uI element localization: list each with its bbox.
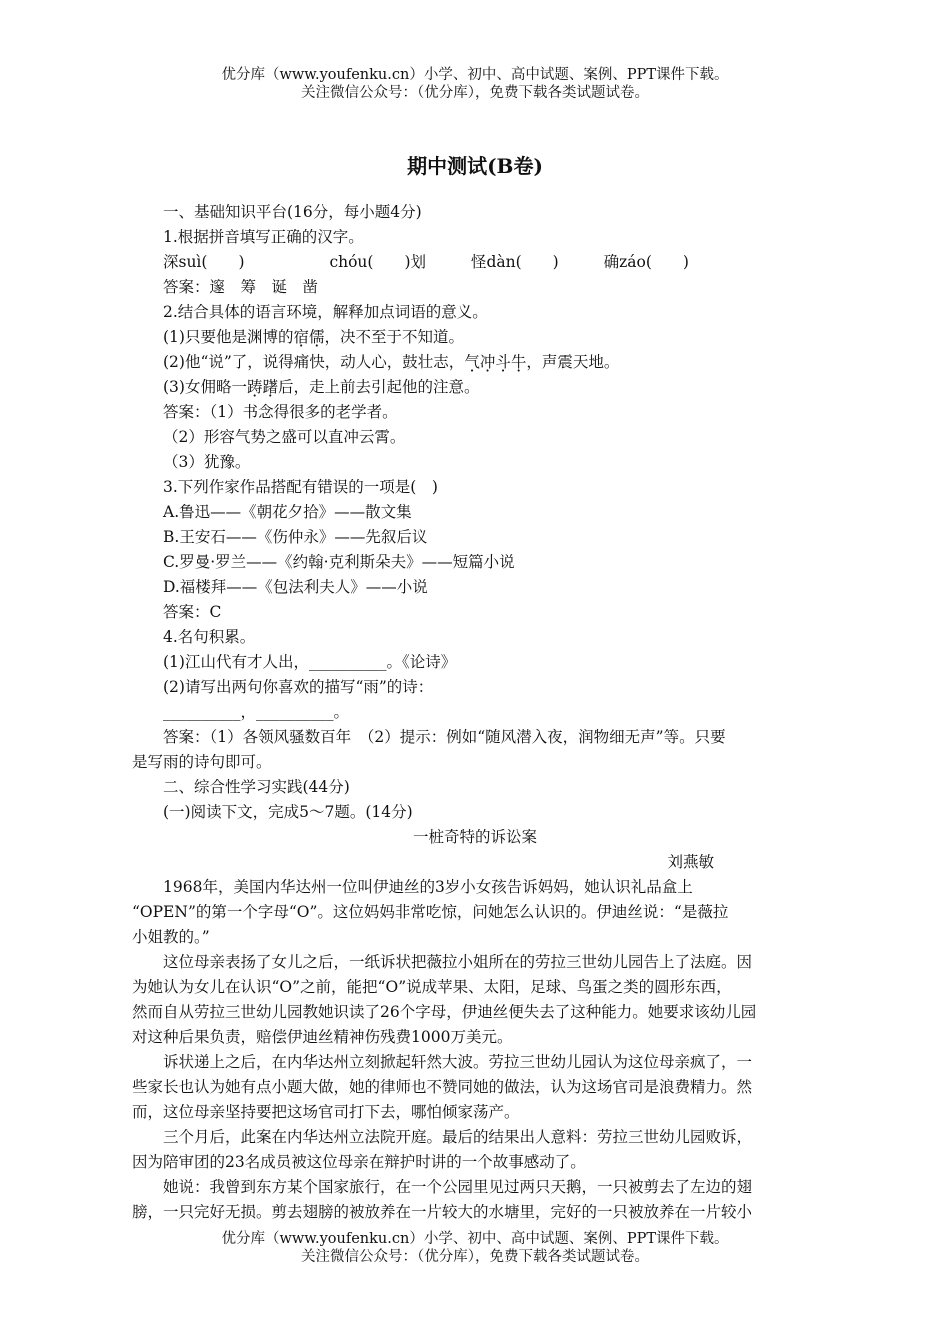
dotted-char: 牛 (510, 353, 527, 371)
article-author: 刘燕敏 (667, 853, 714, 871)
answer: 答案：（1）书念得很多的老学者。 (163, 403, 398, 421)
dotted-char: 宿 (293, 328, 309, 346)
question-stem: 1.根据拼音填写正确的汉字。 (163, 228, 364, 246)
sentence (163, 325, 813, 350)
sentence-text: ，声震天地。 (526, 353, 620, 371)
paragraph-line: 对这种后果负责，赔偿伊迪丝精神伤残费1000万美元。 (132, 1028, 513, 1046)
paragraph-line: 然而自从劳拉三世幼儿园教她识读了26个字母，伊迪丝便失去了这种能力。她要求该幼儿园 (132, 1003, 757, 1021)
paragraph-line: “OPEN”的第一个字母“O”。这位妈妈非常吃惊，问她怎么认识的。伊迪丝说：“是薇拉 (132, 903, 729, 921)
paragraph-line: 1968年，美国内华达州一位叫伊迪丝的3岁小女孩告诉妈妈，她认识礼品盒上 (163, 878, 693, 896)
dotted-char: 躇 (262, 378, 278, 396)
option: A.鲁迅——《朝花夕拾》——散文集 (163, 503, 412, 521)
dotted-char: 冲 (479, 353, 496, 371)
paragraph-line: 这位母亲表扬了女儿之后，一纸诉状把薇拉小姐所在的劳拉三世幼儿园告上了法庭。因 (163, 953, 753, 971)
answer: （3）犹豫。 (163, 453, 251, 471)
footer-line-2: 关注微信公众号：（优分库），免费下载各类试题试卷。 (301, 1249, 649, 1265)
question-stem: 3.下列作家作品搭配有错误的一项是( ) (163, 478, 438, 496)
question-stem: 4.名句积累。 (163, 628, 256, 646)
sentence-text: 后，走上前去引起他的注意。 (278, 378, 480, 396)
page-title: 期中测试(B卷) (407, 154, 543, 178)
page-footer (0, 1230, 950, 1266)
page-header (0, 66, 950, 102)
pinyin-item: 确záo( ) (603, 253, 689, 271)
option: C.罗曼·罗兰——《约翰·克利斯朵夫》——短篇小说 (163, 553, 515, 571)
sentence-text: (2)他“说”了，说得痛快，动人心，鼓壮志， (163, 353, 465, 371)
paragraph-line: 因为陪审团的23名成员被这位母亲在辩护时讲的一个故事感动了。 (132, 1153, 586, 1171)
header-line-2: 关注微信公众号：（优分库），免费下载各类试题试卷。 (301, 85, 649, 101)
dotted-char: 气 (464, 353, 480, 371)
pinyin-item: 深suì( ) (163, 253, 245, 271)
answer: 答案：邃 筹 诞 凿 (163, 278, 319, 296)
pinyin-items (163, 250, 813, 275)
sentence-text: (1)只要他是渊博的 (163, 328, 294, 346)
answer: 答案：C (163, 603, 222, 621)
option: D.福楼拜——《包法利夫人》——小说 (163, 578, 428, 596)
article-title: 一桩奇特的诉讼案 (412, 828, 537, 846)
paragraph-line: 她说：我曾到东方某个国家旅行，在一个公园里见过两只天鹅，一只被剪去了左边的翅 (163, 1178, 753, 1196)
dotted-char: 踌 (246, 378, 263, 396)
paragraph-line: 诉状递上之后，在内华达州立刻掀起轩然大波。劳拉三世幼儿园认为这位母亲疯了，一 (163, 1053, 753, 1071)
answer: （2）形容气势之盛可以直冲云霄。 (163, 428, 406, 446)
pinyin-item: chóu( )划 (329, 253, 427, 271)
section-heading: 二、综合性学习实践(44分) (163, 778, 350, 796)
paragraph-line: 为她认为女儿在认识“O”之前，能把“O”说成苹果、太阳，足球、鸟蛋之类的圆形东西， (132, 978, 732, 996)
paragraph-line: 而，这位母亲坚持要把这场官司打下去，哪怕倾家荡产。 (132, 1103, 520, 1121)
pinyin-item: 怪dàn( ) (470, 253, 559, 271)
sentence: (1)江山代有才人出，__________。《论诗》 (163, 653, 457, 671)
sentence-text: ，决不至于不知道。 (324, 328, 465, 346)
answer: 答案：（1）各领风骚数百年 （2）提示：例如“随风潜入夜，润物细无声”等。只要 (163, 728, 726, 746)
section-heading: 一、基础知识平台(16分，每小题4分) (163, 203, 422, 221)
question-stem: 2.结合具体的语言环境，解释加点词语的意义。 (163, 303, 488, 321)
dotted-char: 儒 (308, 328, 325, 346)
document-body (132, 200, 813, 1225)
sentence (163, 350, 813, 375)
paragraph-line: 膀，一只完好无损。剪去翅膀的被放养在一片较大的水塘里，完好的一只被放养在一片较小 (132, 1203, 753, 1221)
sentence: __________，__________。 (163, 703, 350, 721)
reading-instruction: (一)阅读下文，完成5～7题。(14分) (163, 803, 413, 821)
header-line-1: 优分库（www.youfenku.cn）小学、初中、高中试题、案例、PPT课件下载。 (221, 67, 729, 83)
paragraph-line: 小姐教的。” (132, 928, 210, 946)
option: B.王安石——《伤仲永》——先叙后议 (163, 528, 428, 546)
footer-line-1: 优分库（www.youfenku.cn）小学、初中、高中试题、案例、PPT课件下载。 (221, 1231, 729, 1247)
answer: 是写雨的诗句即可。 (132, 753, 272, 771)
paragraph-line: 些家长也认为她有点小题大做，她的律师也不赞同她的做法，认为这场官司是浪费精力。然 (132, 1078, 753, 1096)
dotted-char: 斗 (495, 353, 511, 371)
paragraph-line: 三个月后，此案在内华达州立法院开庭。最后的结果出人意料：劳拉三世幼儿园败诉， (163, 1128, 753, 1146)
sentence: (2)请写出两句你喜欢的描写“雨”的诗： (163, 678, 434, 696)
sentence-text: (3)女佣略一 (163, 378, 247, 396)
